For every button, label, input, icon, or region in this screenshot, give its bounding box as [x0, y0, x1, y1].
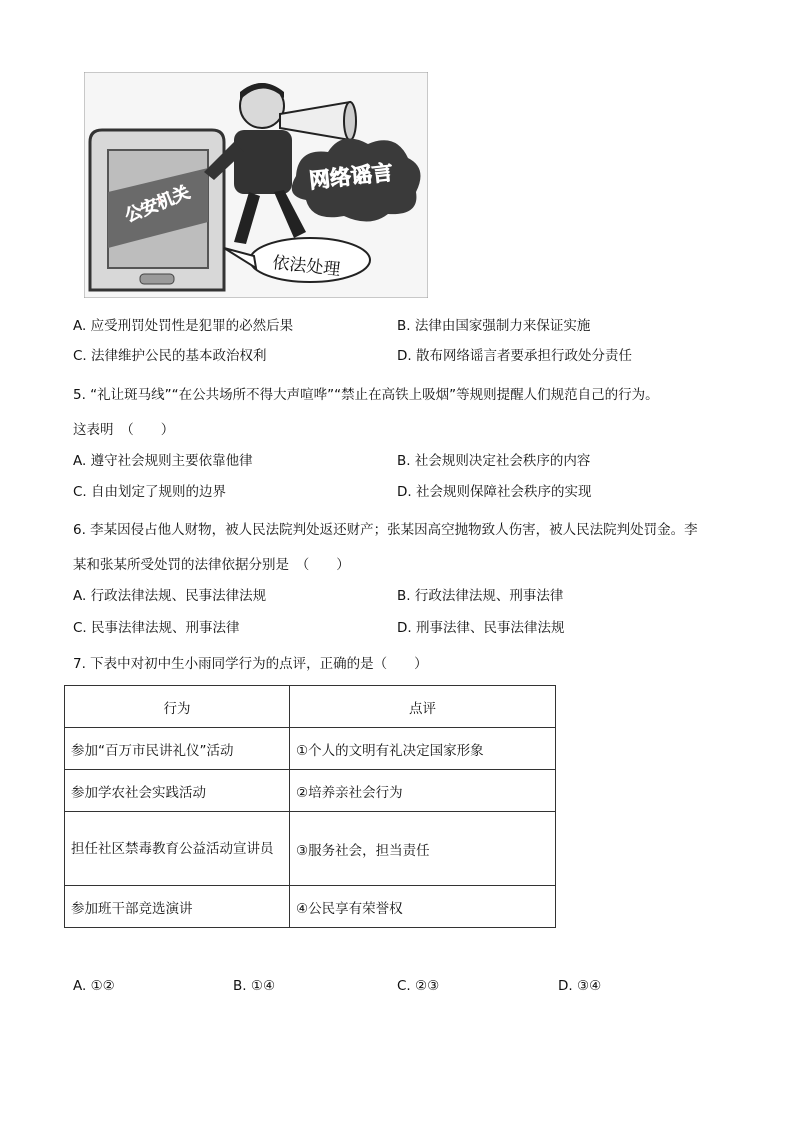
q5-stem-line2: 这表明 （ ）: [73, 422, 175, 438]
q6-option-c: C. 民事法律法规、刑事法律: [73, 620, 240, 636]
q7-option-d: D. ③④: [558, 978, 602, 994]
q7-table: [64, 685, 556, 928]
table-row: [65, 886, 556, 928]
q6-option-d: D. 刑事法律、民事法律法规: [397, 620, 565, 636]
q7-option-c: C. ②③: [397, 978, 440, 994]
q7-option-b: B. ①④: [233, 978, 276, 994]
police-label: 公安机关: [122, 182, 193, 227]
table-header-row: [65, 686, 556, 728]
q5-option-b: B. 社会规则决定社会秩序的内容: [397, 453, 591, 469]
rumor-label: 网络谣言: [308, 160, 395, 193]
q6-option-a: A. 行政法律法规、民事法律法规: [73, 588, 267, 604]
q7-stem: 7. 下表中对初中生小雨同学行为的点评，正确的是（ ）: [73, 656, 428, 672]
cartoon-illustration: [84, 72, 428, 298]
table-cell-comment: ①个人的文明有礼决定国家形象: [290, 728, 556, 770]
table-row: [65, 728, 556, 770]
table-cell-comment: ②培养亲社会行为: [290, 770, 556, 812]
table-header-comment: 点评: [290, 686, 556, 728]
q4-option-a: A. 应受刑罚处罚性是犯罪的必然后果: [73, 318, 294, 334]
q6-stem-line2: 某和张某所受处罚的法律依据分别是 （ ）: [73, 557, 350, 573]
q7-option-a: A. ①②: [73, 978, 115, 994]
q5-option-c: C. 自由划定了规则的边界: [73, 484, 227, 500]
q5-option-d: D. 社会规则保障社会秩序的实现: [397, 484, 592, 500]
table-row: [65, 812, 556, 886]
table-cell-behavior: 担任社区禁毒教育公益活动宣讲员: [65, 812, 290, 886]
table-row: [65, 770, 556, 812]
q6-option-b: B. 行政法律法规、刑事法律: [397, 588, 564, 604]
table-cell-comment: ③服务社会，担当责任: [290, 812, 556, 886]
table-cell-behavior: 参加“百万市民讲礼仪”活动: [65, 728, 290, 770]
table-cell-comment: ④公民享有荣誉权: [290, 886, 556, 928]
table-header-behavior: 行为: [65, 686, 290, 728]
q5-stem-line1: 5. “礼让斑马线”“在公共场所不得大声喧哗”“禁止在高铁上吸烟”等规则提醒人们规范自己的行为。: [73, 387, 659, 403]
q6-stem-line1: 6. 李某因侵占他人财物，被人民法院判处返还财产；张某因高空抛物致人伤害，被人民法院判处罚金。李: [73, 522, 698, 538]
q4-option-c: C. 法律维护公民的基本政治权利: [73, 348, 267, 364]
q4-option-d: D. 散布网络谣言者要承担行政处分责任: [397, 348, 632, 364]
handle-label: 依法处理: [271, 253, 342, 281]
q4-option-b: B. 法律由国家强制力来保证实施: [397, 318, 591, 334]
cartoon-drawing: [84, 72, 428, 298]
q5-option-a: A. 遵守社会规则主要依靠他律: [73, 453, 253, 469]
table-cell-behavior: 参加学农社会实践活动: [65, 770, 290, 812]
table-cell-behavior: 参加班干部竞选演讲: [65, 886, 290, 928]
